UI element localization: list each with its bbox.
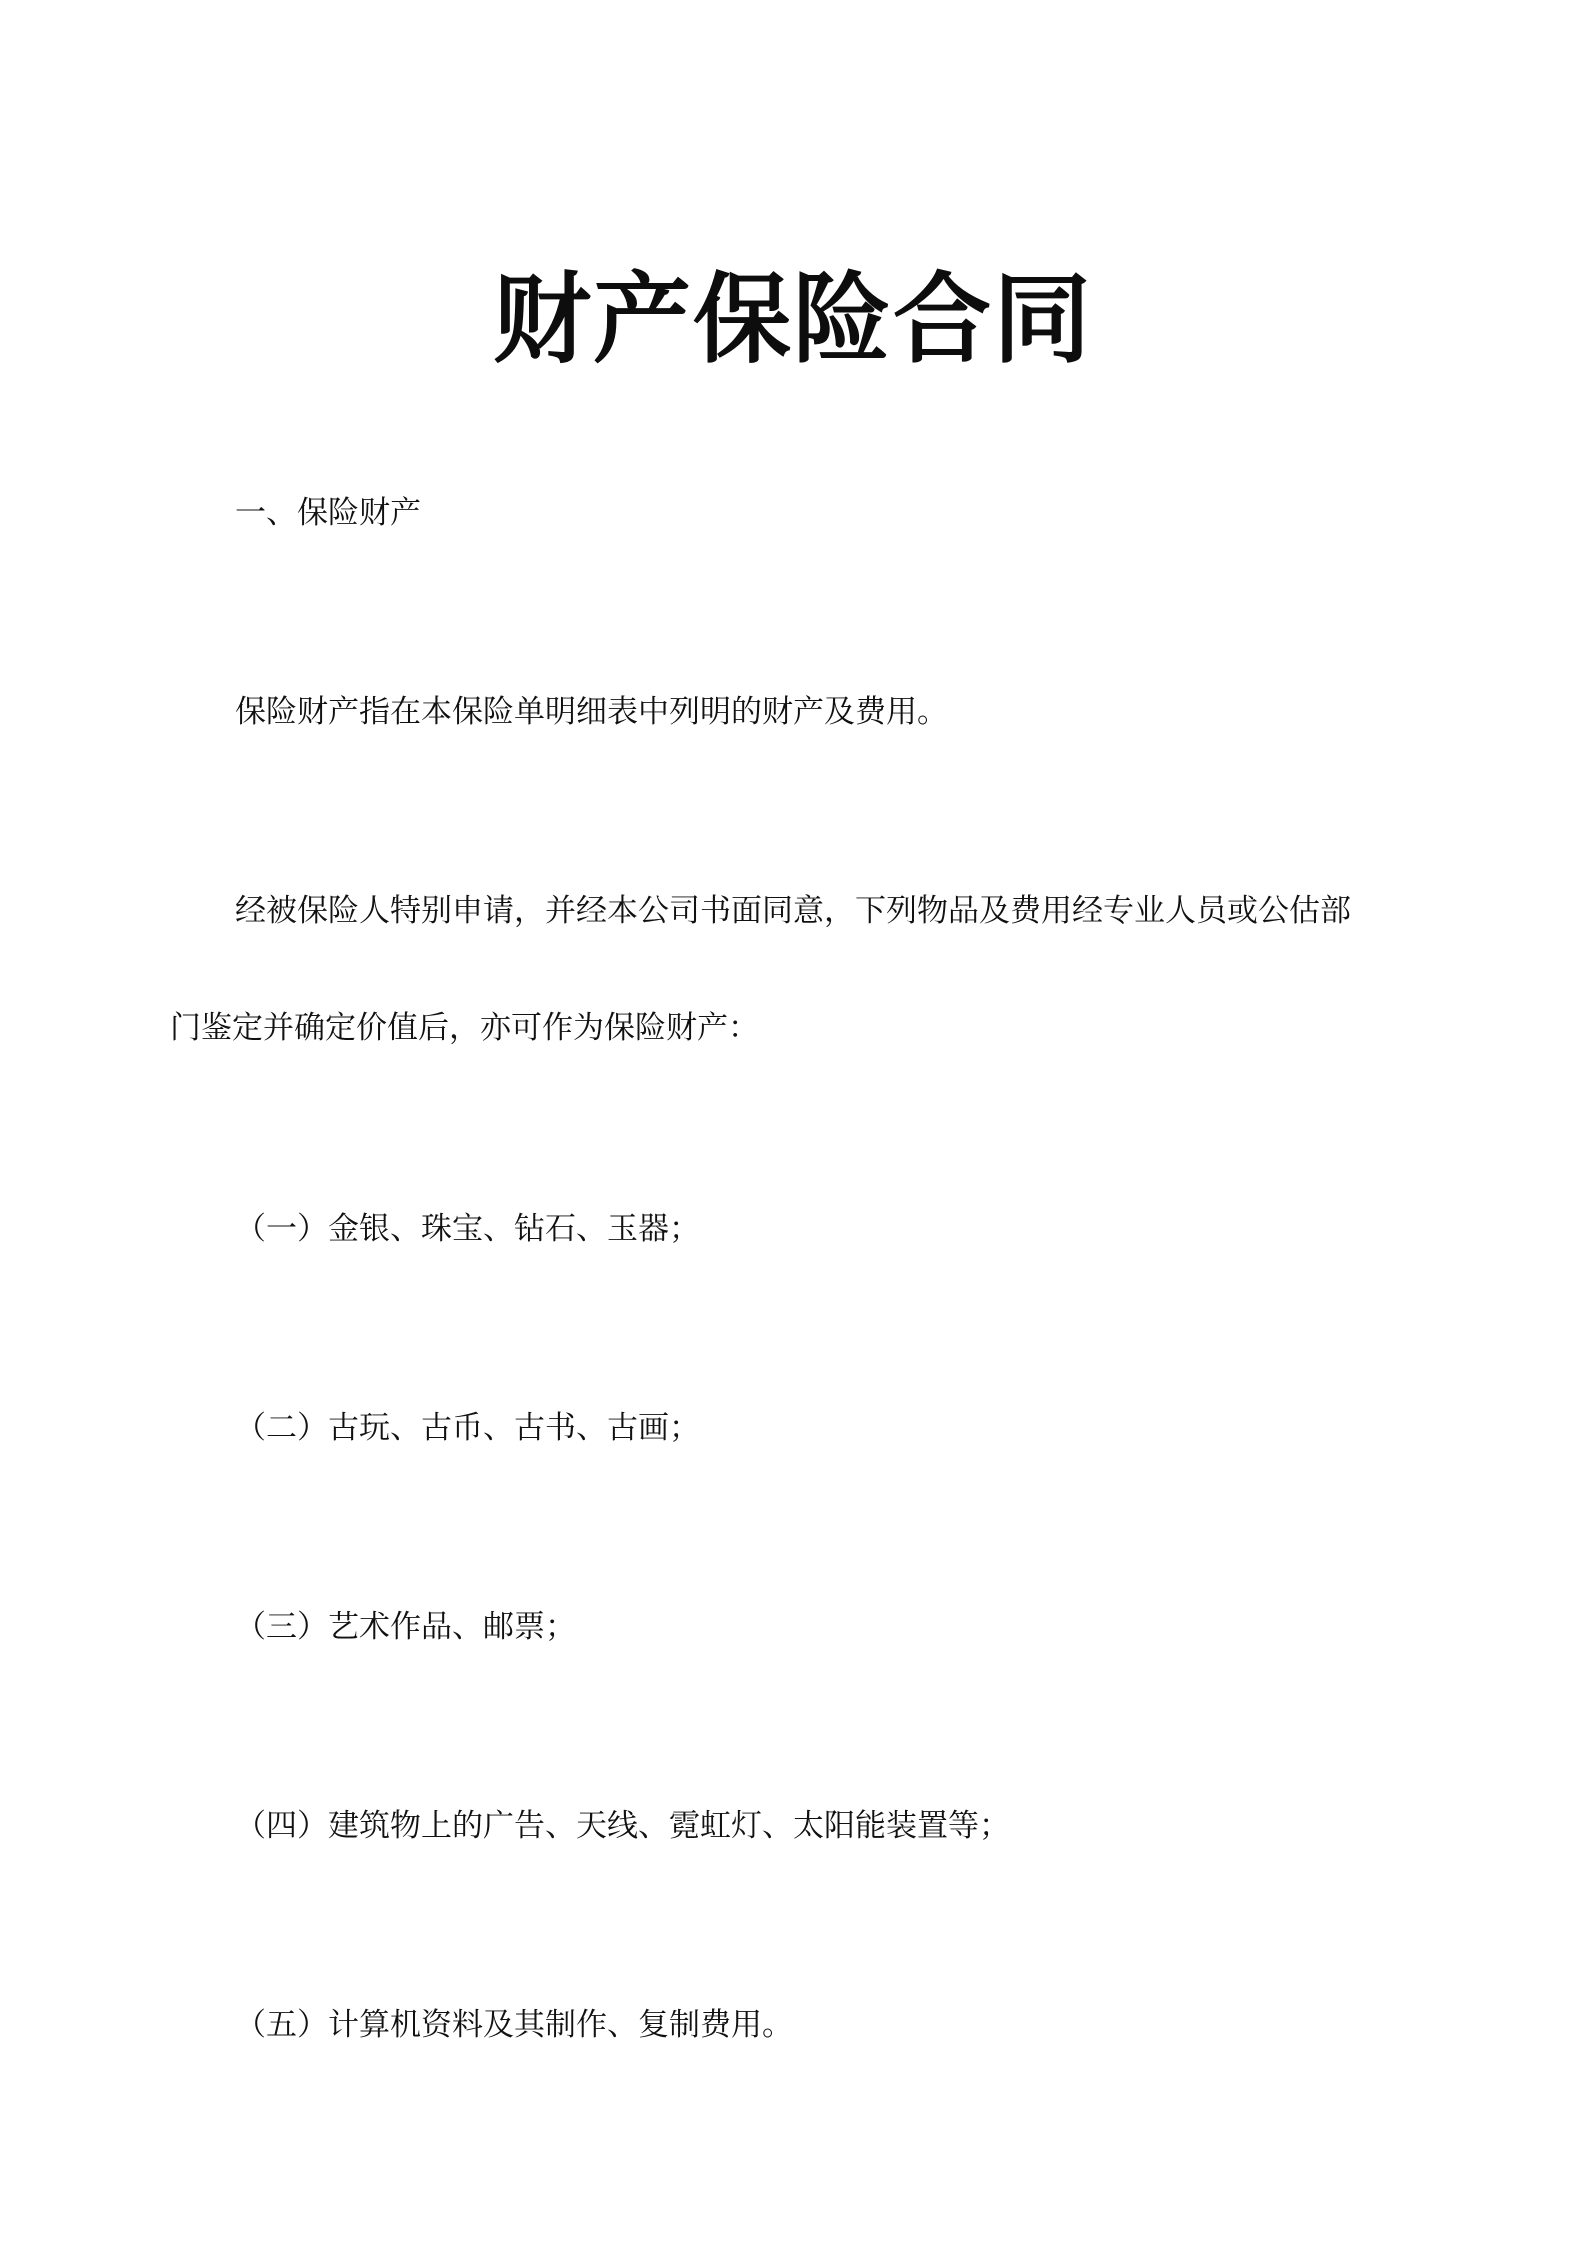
document-title: 财产保险合同 <box>492 263 1093 377</box>
list-item-2: （二）古玩、古币、古书、古画； <box>235 1410 700 1446</box>
special-clause-line-1: 经被保险人特别申请，并经本公司书面同意，下列物品及费用经专业人员或公估部 <box>235 893 1351 929</box>
list-item-5: （五）计算机资料及其制作、复制费用。 <box>235 2007 793 2043</box>
list-item-1: （一）金银、珠宝、钻石、玉器； <box>235 1211 700 1247</box>
list-item-4: （四）建筑物上的广告、天线、霓虹灯、太阳能装置等； <box>235 1808 1010 1844</box>
definition-paragraph: 保险财产指在本保险单明细表中列明的财产及费用。 <box>235 694 948 730</box>
special-clause-line-2: 门鉴定并确定价值后，亦可作为保险财产： <box>170 1010 759 1046</box>
section-heading: 一、保险财产 <box>235 495 421 531</box>
list-item-3: （三）艺术作品、邮票； <box>235 1609 576 1645</box>
